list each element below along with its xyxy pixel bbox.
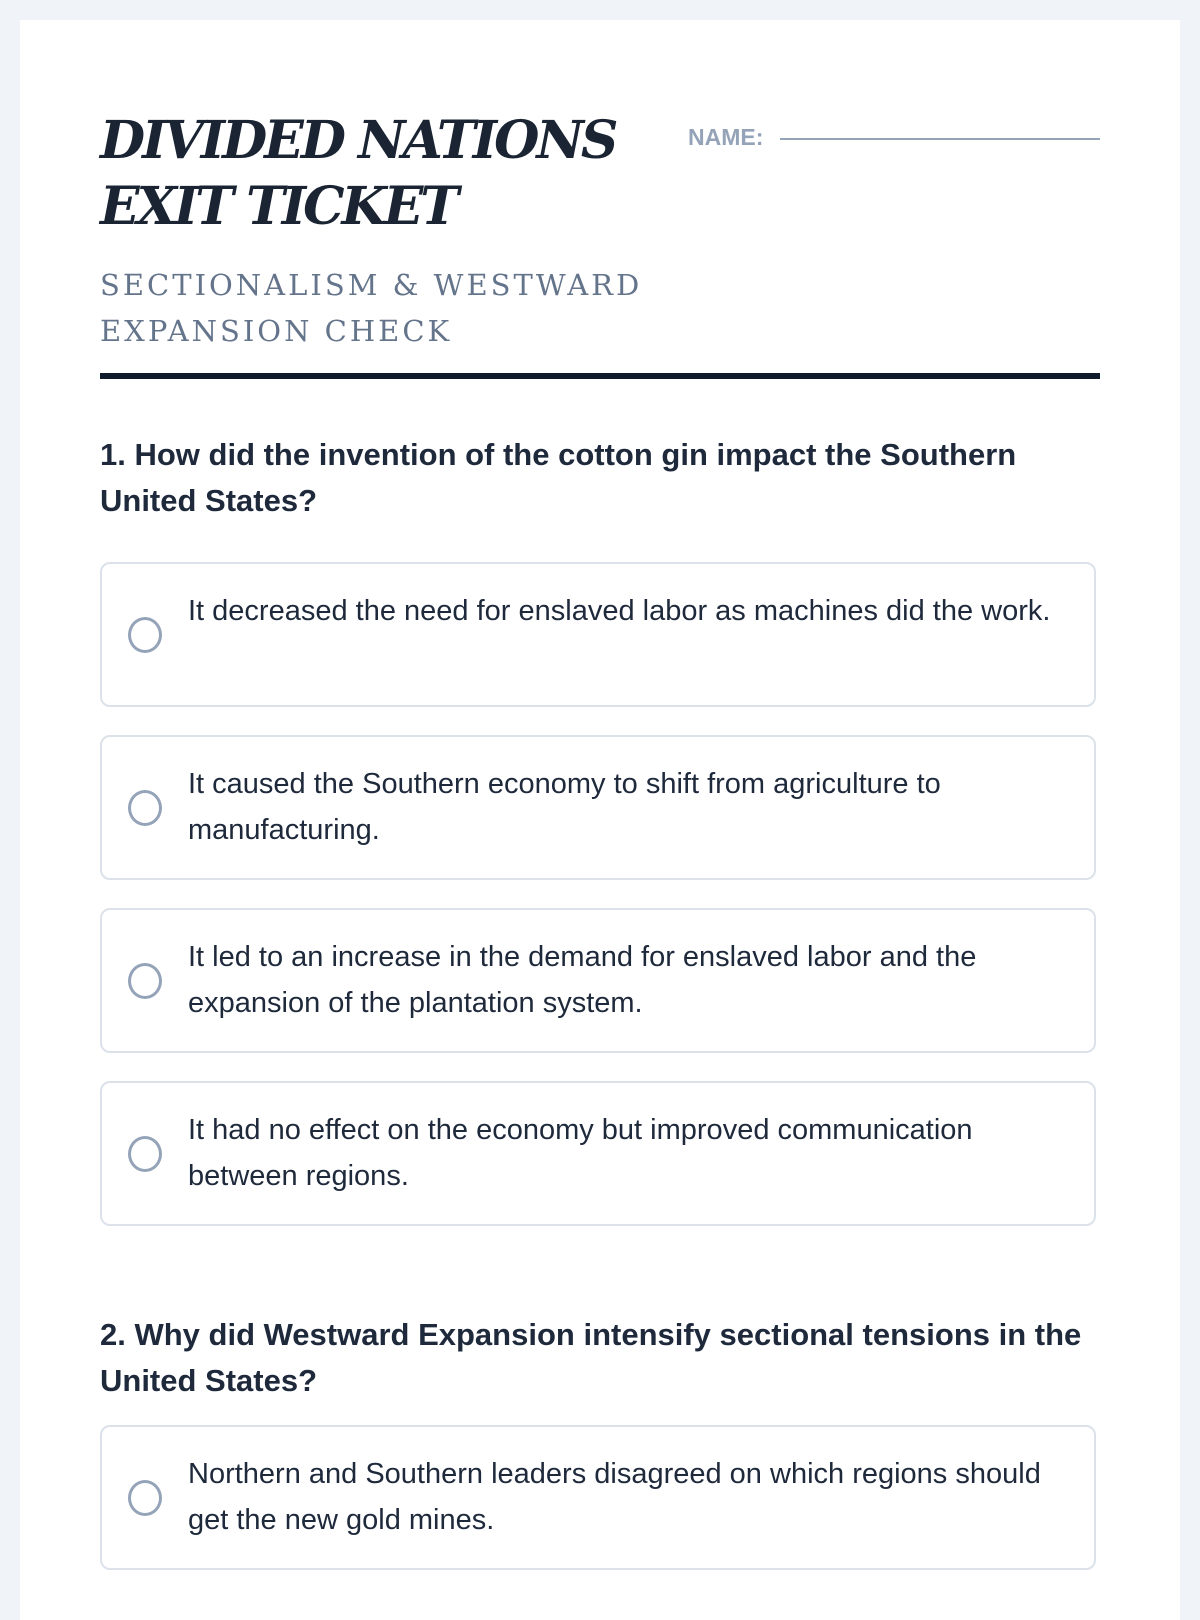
answer-option-2a[interactable] — [100, 1425, 1096, 1570]
radio-circle-icon[interactable] — [128, 963, 162, 999]
radio-circle-icon[interactable] — [128, 790, 162, 826]
radio-circle-icon[interactable] — [128, 1136, 162, 1172]
page-title: DIVIDED NATIONS EXIT TICKET — [100, 110, 616, 237]
answer-option-label: It decreased the need for enslaved labor as machines did the work. — [188, 595, 1051, 627]
exit-ticket-sheet — [20, 20, 1180, 1620]
answer-option-label: It led to an increase in the demand for enslaved labor and the expansion of the plantation system. — [188, 941, 977, 1019]
question-2-text: 2. Why did Westward Expansion intensify sectional tensions in the United States? — [100, 1317, 1082, 1398]
answer-option-1b[interactable] — [100, 735, 1096, 880]
name-field[interactable] — [780, 138, 1100, 140]
page-subtitle: SECTIONALISM & WESTWARD EXPANSION CHECK — [100, 268, 643, 348]
name-label: NAME: — [688, 124, 764, 150]
header-divider — [100, 373, 1100, 379]
answer-option-label: It had no effect on the economy but improved communication between regions. — [188, 1114, 973, 1192]
question-1-text: 1. How did the invention of the cotton gin impact the Southern United States? — [100, 437, 1017, 518]
answer-option-1a[interactable] — [100, 562, 1096, 707]
answer-option-1c[interactable] — [100, 908, 1096, 1053]
radio-circle-icon[interactable] — [128, 1480, 162, 1516]
question-2 — [100, 1312, 1100, 1536]
answer-option-label: Northern and Southern leaders disagreed on which regions should get the new gold mines. — [188, 1458, 1041, 1536]
radio-circle-icon[interactable] — [128, 617, 162, 653]
question-1 — [100, 432, 1100, 1192]
answer-option-1d[interactable] — [100, 1081, 1096, 1226]
answer-option-label: It caused the Southern economy to shift from agriculture to manufacturing. — [188, 768, 941, 846]
